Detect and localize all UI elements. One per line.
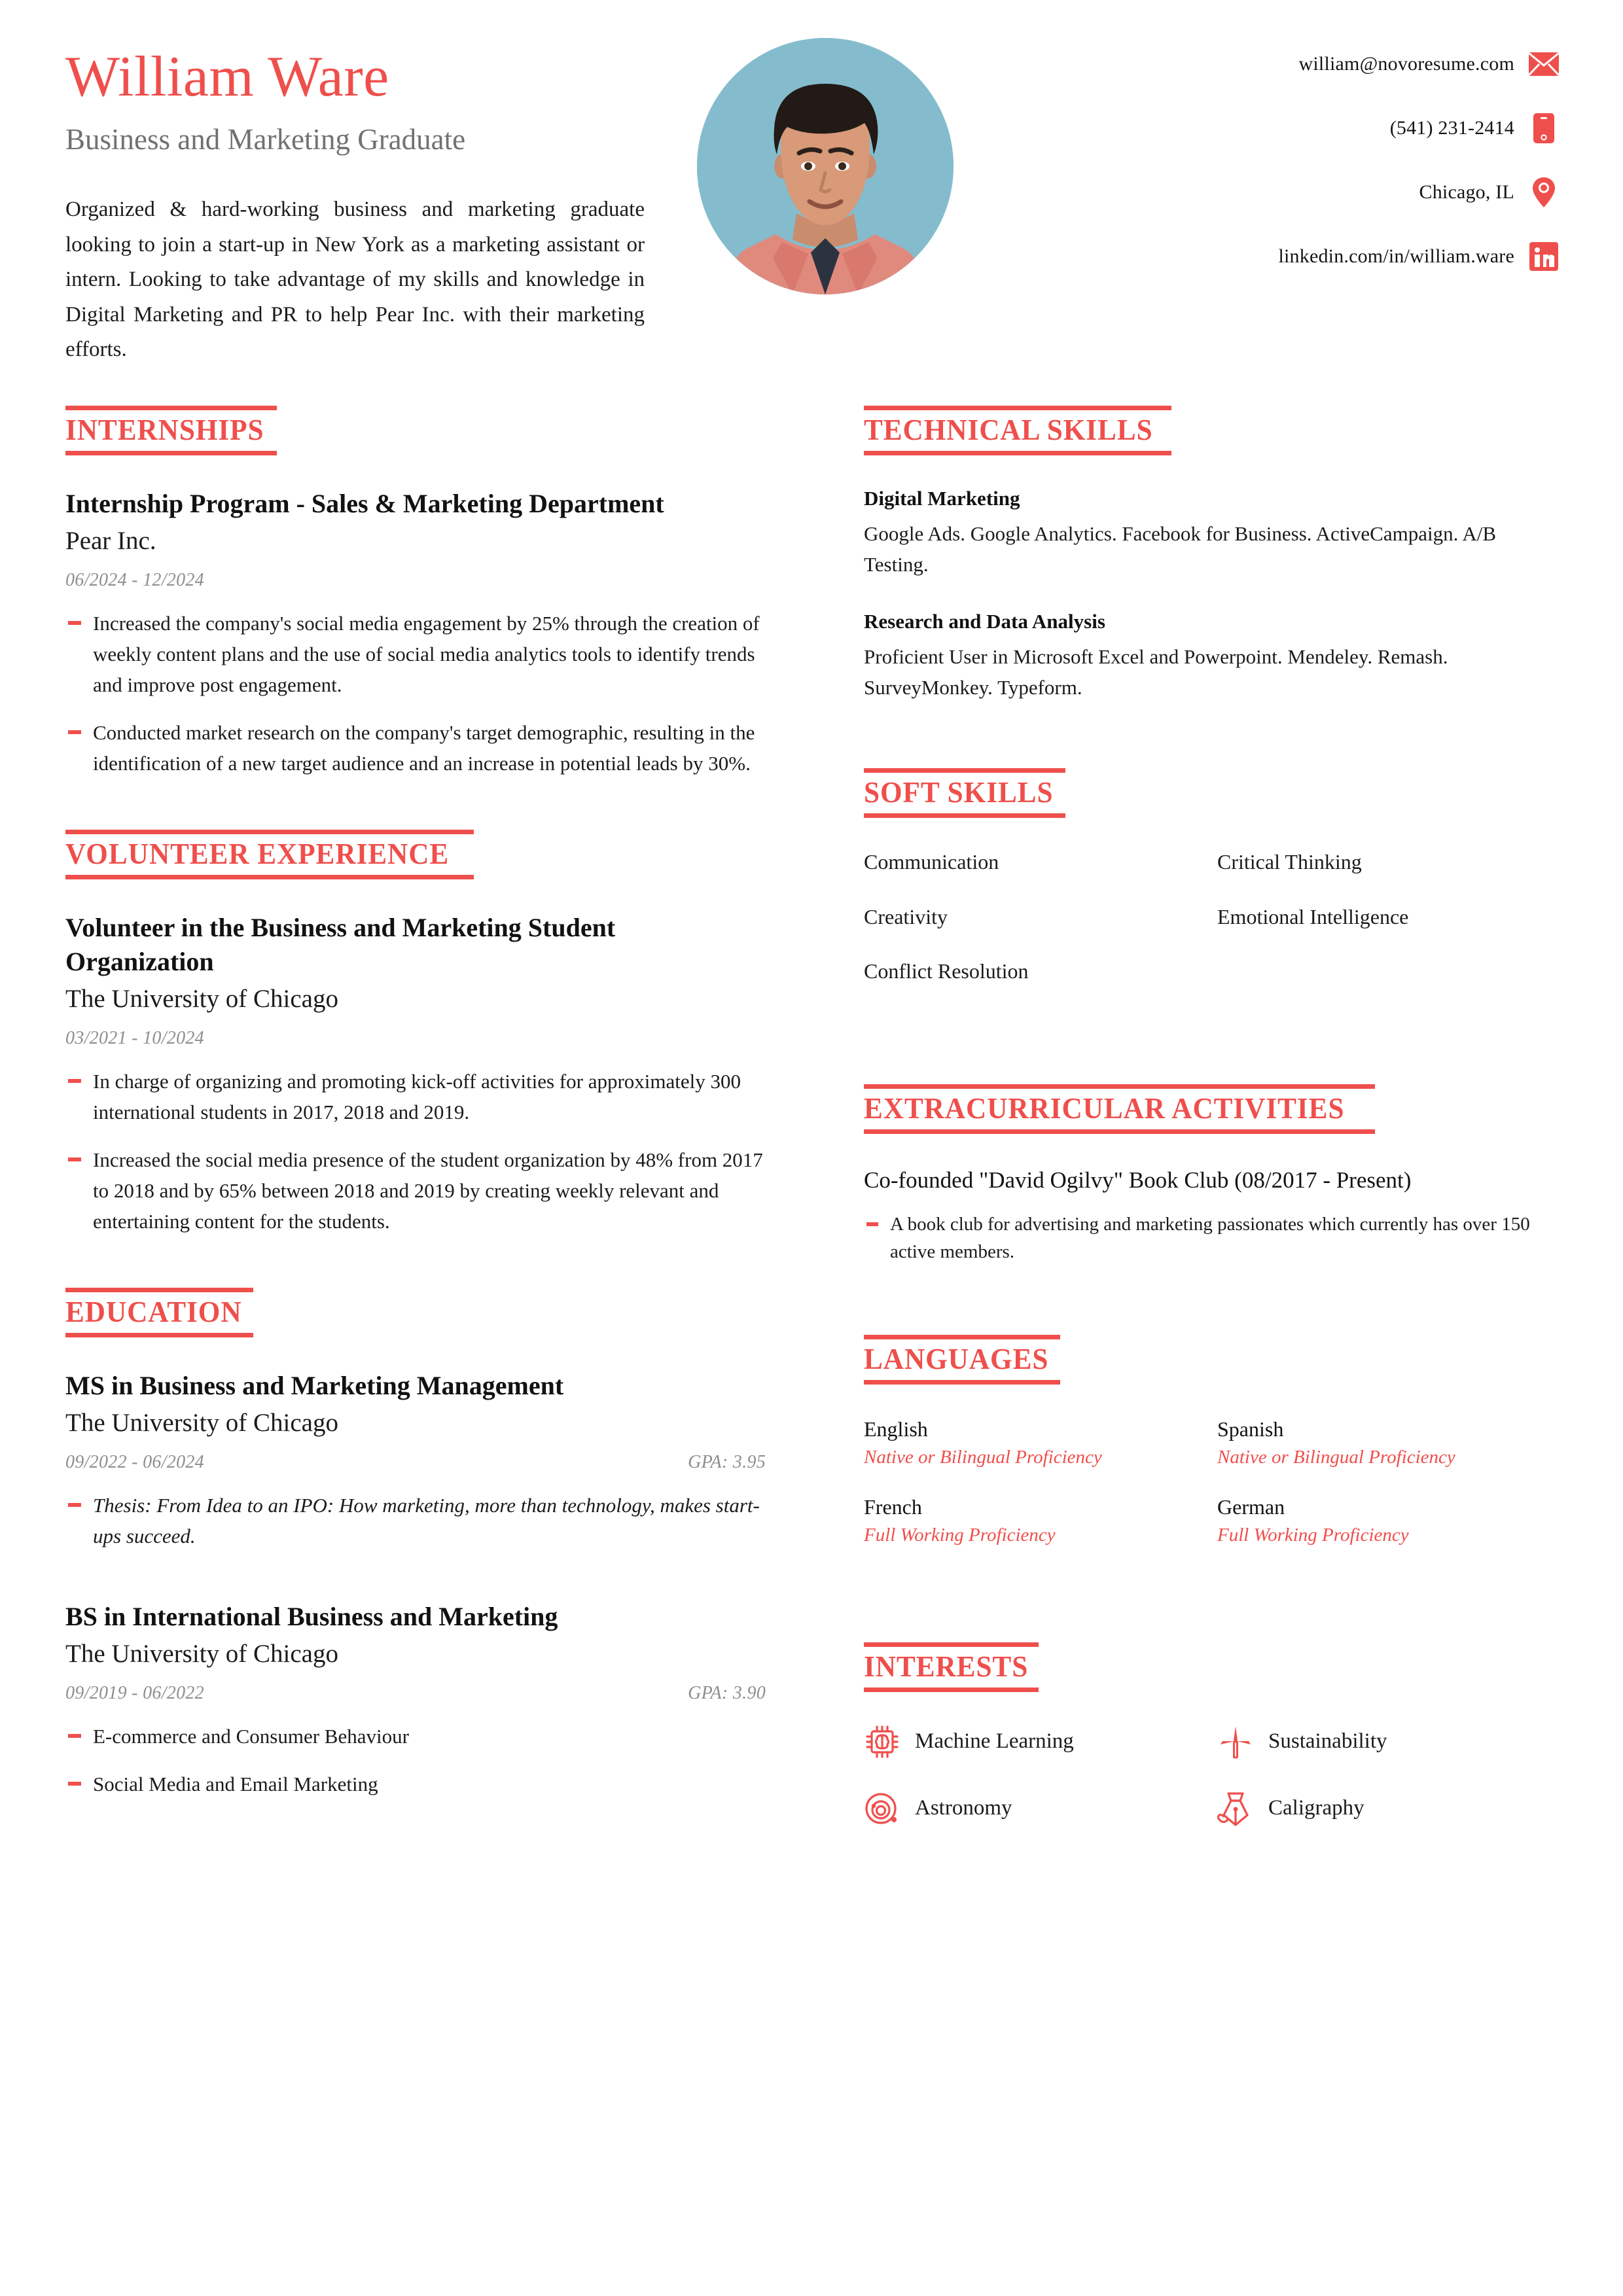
contact-email-text: william@novoresume.com bbox=[1298, 53, 1514, 75]
list-item: Communication bbox=[864, 850, 999, 874]
section-extracurricular-activities bbox=[864, 1084, 1558, 1265]
job-title: Business and Marketing Graduate bbox=[65, 123, 466, 156]
section-heading-label: LANGUAGES bbox=[864, 1341, 1049, 1375]
skill-group-body: Proficient User in Microsoft Excel and Powerpoint. Mendeley. Remash. SurveyMonkey. Typeform. bbox=[864, 645, 1448, 699]
list-item: Increased the company's social media engagement by 25% through the creation of weekly content plans and the use of social media analytics tools to identify trends and improve post engagement. bbox=[65, 608, 766, 700]
entry-gpa: GPA: 3.95 bbox=[688, 1452, 766, 1473]
language-level: Full Working Proficiency bbox=[1217, 1524, 1409, 1545]
contact-list bbox=[1088, 47, 1559, 304]
interest-label: Astronomy bbox=[915, 1796, 1012, 1820]
interest-label: Sustainability bbox=[1268, 1729, 1387, 1754]
entry-gpa: GPA: 3.90 bbox=[688, 1683, 766, 1704]
location-pin-icon bbox=[1529, 177, 1559, 207]
right-column bbox=[864, 406, 1558, 1857]
section-volunteer-experience bbox=[65, 830, 766, 1237]
language-name: Spanish bbox=[1217, 1417, 1284, 1441]
entry-bullets bbox=[65, 1721, 766, 1799]
entry-organization: The University of Chicago bbox=[65, 1409, 338, 1438]
entry-bullets bbox=[65, 1066, 766, 1237]
list-item: In charge of organizing and promoting kick-off activities for approximately 300 international students in 2017, 2018 and 2019. bbox=[65, 1066, 766, 1127]
section-heading-interests bbox=[864, 1642, 1039, 1692]
section-internships bbox=[65, 406, 766, 779]
interests-grid bbox=[864, 1723, 1558, 1857]
soft-skills-grid bbox=[864, 849, 1558, 1013]
page-title: William Ware bbox=[65, 45, 389, 109]
list-item: Conducted market research on the company's target demographic, resulting in the identification of a new target audience and an increase in potential leads by 30%. bbox=[65, 717, 766, 779]
skill-group-body: Google Ads. Google Analytics. Facebook for Business. ActiveCampaign. A/B Testing. bbox=[864, 522, 1497, 576]
interest-label: Caligraphy bbox=[1268, 1796, 1364, 1820]
section-heading-label: EXTRACURRICULAR ACTIVITIES bbox=[864, 1091, 1345, 1125]
activity-bullets bbox=[864, 1210, 1558, 1265]
entry-meta bbox=[65, 1683, 766, 1704]
entry-bullets bbox=[65, 1490, 766, 1551]
skill-group bbox=[864, 610, 1558, 703]
entry-organization: The University of Chicago bbox=[65, 1640, 338, 1669]
education-entry bbox=[65, 1369, 766, 1551]
language-item bbox=[1217, 1494, 1558, 1547]
header-identity-block bbox=[65, 47, 654, 368]
entry-title: Volunteer in the Business and Marketing Student Organization bbox=[65, 913, 616, 977]
entry-title: BS in International Business and Marketing bbox=[65, 1602, 558, 1632]
language-name: French bbox=[864, 1494, 922, 1519]
section-languages bbox=[864, 1335, 1558, 1572]
list-item: Creativity bbox=[864, 904, 948, 928]
experience-entry bbox=[65, 487, 766, 779]
wind-turbine-icon bbox=[1217, 1723, 1254, 1760]
interest-label: Machine Learning bbox=[915, 1729, 1074, 1754]
left-column bbox=[65, 406, 766, 1799]
list-item: Thesis: From Idea to an IPO: How marketing, more than technology, makes start-ups succeed. bbox=[65, 1490, 766, 1551]
list-item-empty bbox=[1217, 959, 1558, 983]
section-heading-label: INTERESTS bbox=[864, 1650, 1029, 1684]
avatar bbox=[697, 38, 954, 294]
list-item: Conflict Resolution bbox=[864, 959, 1029, 983]
interest-item bbox=[1217, 1723, 1558, 1760]
entry-dates: 06/2024 - 12/2024 bbox=[65, 569, 204, 590]
section-heading-label: TECHNICAL SKILLS bbox=[864, 413, 1153, 446]
section-soft-skills bbox=[864, 768, 1558, 1013]
list-item: A book club for advertising and marketing passionates which currently has over 150 active members. bbox=[864, 1210, 1558, 1265]
education-entry bbox=[65, 1600, 766, 1799]
contact-item-phone[interactable] bbox=[1088, 111, 1559, 145]
section-heading-label: EDUCATION bbox=[65, 1295, 242, 1329]
skill-group-label: Digital Marketing bbox=[864, 487, 1020, 510]
contact-item-email[interactable] bbox=[1088, 47, 1559, 81]
interest-item bbox=[864, 1790, 1204, 1827]
contact-phone-text: (541) 231-2414 bbox=[1389, 117, 1514, 139]
list-item: Emotional Intelligence bbox=[1217, 904, 1409, 928]
contact-location-text: Chicago, IL bbox=[1419, 181, 1514, 203]
section-heading-languages bbox=[864, 1335, 1060, 1385]
activity-title: Co-founded "David Ogilvy" Book Club (08/2017 - Present) bbox=[864, 1167, 1412, 1193]
section-heading-education bbox=[65, 1288, 253, 1337]
section-heading-internships bbox=[65, 406, 277, 455]
list-item: Social Media and Email Marketing bbox=[65, 1769, 766, 1799]
list-item: Increased the social media presence of the student organization by 48% from 2017 to 2018 and by 65% between 2018 and 2019 by creating weekly relevant and entertaining content for the students. bbox=[65, 1144, 766, 1237]
list-item: Critical Thinking bbox=[1217, 850, 1362, 874]
entry-organization: The University of Chicago bbox=[65, 985, 338, 1014]
language-item bbox=[864, 1416, 1204, 1469]
section-heading-extracurricular bbox=[864, 1084, 1375, 1134]
fountain-pen-icon bbox=[1217, 1790, 1254, 1827]
section-heading-technical-skills bbox=[864, 406, 1171, 455]
section-heading-volunteer bbox=[65, 830, 474, 879]
entry-title: MS in Business and Marketing Management bbox=[65, 1371, 564, 1401]
contact-item-location[interactable] bbox=[1088, 175, 1559, 209]
contact-item-linkedin[interactable] bbox=[1088, 239, 1559, 274]
interest-item bbox=[864, 1723, 1204, 1760]
atom-orbit-icon bbox=[864, 1790, 901, 1827]
section-interests bbox=[864, 1642, 1558, 1857]
language-name: English bbox=[864, 1417, 928, 1441]
section-education bbox=[65, 1288, 766, 1799]
section-heading-soft-skills bbox=[864, 768, 1065, 818]
language-name: German bbox=[1217, 1494, 1285, 1519]
language-level: Native or Bilingual Proficiency bbox=[1217, 1446, 1455, 1468]
experience-entry bbox=[65, 911, 766, 1237]
section-technical-skills bbox=[864, 406, 1558, 703]
language-item bbox=[1217, 1416, 1558, 1469]
profile-photo-illustration bbox=[697, 38, 954, 294]
entry-organization: Pear Inc. bbox=[65, 527, 156, 555]
linkedin-icon bbox=[1529, 241, 1559, 272]
entry-bullets bbox=[65, 608, 766, 779]
entry-dates: 03/2021 - 10/2024 bbox=[65, 1027, 204, 1048]
section-heading-label: SOFT SKILLS bbox=[864, 775, 1054, 809]
entry-dates: 09/2019 - 06/2022 bbox=[65, 1683, 204, 1704]
email-icon bbox=[1529, 49, 1559, 79]
entry-meta bbox=[65, 1028, 766, 1049]
section-heading-label: VOLUNTEER EXPERIENCE bbox=[65, 837, 450, 871]
entry-meta bbox=[65, 1452, 766, 1473]
chip-brain-icon bbox=[864, 1723, 901, 1760]
skill-group-label: Research and Data Analysis bbox=[864, 610, 1105, 633]
entry-meta bbox=[65, 570, 766, 591]
interest-item bbox=[1217, 1790, 1558, 1827]
phone-icon bbox=[1529, 113, 1559, 143]
languages-grid bbox=[864, 1416, 1558, 1572]
list-item: E-commerce and Consumer Behaviour bbox=[65, 1721, 766, 1752]
contact-linkedin-text: linkedin.com/in/william.ware bbox=[1278, 245, 1514, 267]
entry-title: Internship Program - Sales & Marketing Department bbox=[65, 489, 664, 518]
language-level: Full Working Proficiency bbox=[864, 1524, 1056, 1545]
profile-summary: Organized & hard-working business and marketing graduate looking to join a start-up in New York as a marketing assistant or intern. Looking to take advantage of my skills and knowledge in Digital Marketing and PR to help Pear Inc. with their marketing efforts. bbox=[65, 198, 645, 362]
skill-group bbox=[864, 487, 1558, 580]
entry-dates: 09/2022 - 06/2024 bbox=[65, 1452, 204, 1473]
language-level: Native or Bilingual Proficiency bbox=[864, 1446, 1102, 1468]
language-item bbox=[864, 1494, 1204, 1547]
section-heading-label: INTERNSHIPS bbox=[65, 413, 264, 446]
resume-header bbox=[0, 0, 1623, 406]
